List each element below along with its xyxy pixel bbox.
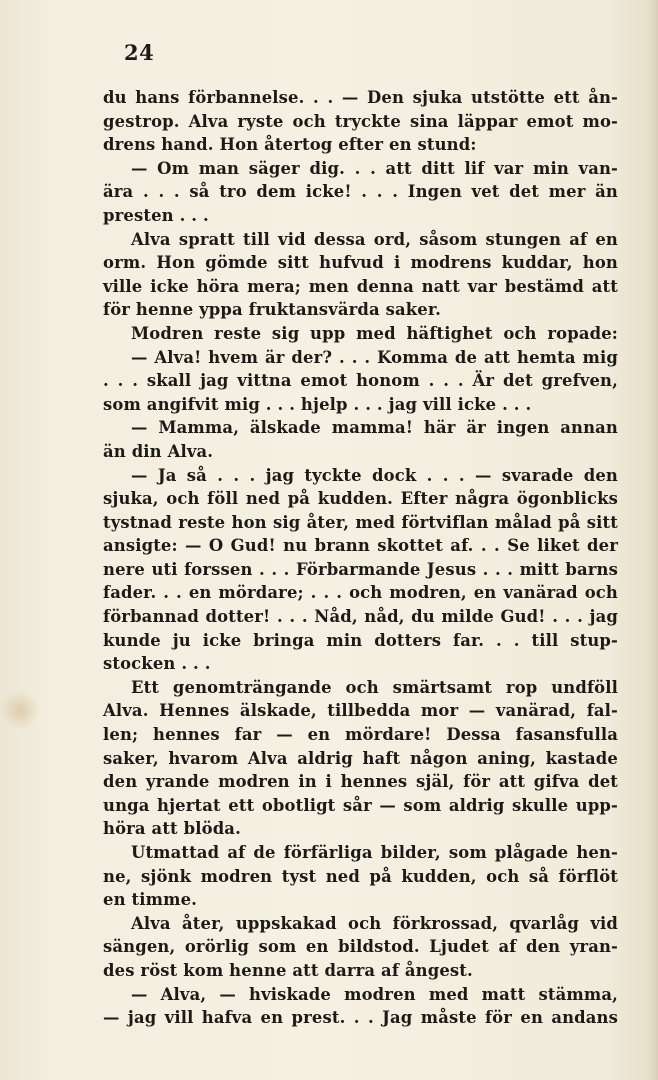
text-line: drens hand. Hon återtog efter en stund:	[103, 135, 477, 155]
text-line: som angifvit mig . . . hjelp . . . jag vill icke . . .	[103, 394, 532, 414]
text-line: ansigte: — O Gud! nu brann skottet af. . . Se liket der	[103, 536, 618, 556]
text-line: — Om man säger dig. . . att ditt lif var min van-	[131, 158, 618, 178]
text-line: saker, hvarom Alva aldrig haft någon aning, kastade	[103, 748, 618, 768]
text-line: len; hennes far — en mördare! Dessa fasansfulla	[103, 725, 618, 745]
text-line: Ett genomträngande och smärtsamt rop undföll	[131, 677, 618, 697]
text-line: des röst kom henne att darra af ångest.	[103, 960, 473, 980]
text-line: en timme.	[103, 890, 198, 910]
text-line: för henne yppa fruktansvärda saker.	[103, 300, 441, 320]
text-line: Utmattad af de förfärliga bilder, som plågade hen-	[131, 843, 618, 862]
text-line: ville icke höra mera; men denna natt var bestämd att	[103, 276, 618, 296]
paper-stain	[0, 690, 40, 730]
text-line: unga hjertat ett obotligt sår — som aldrig skulle upp-	[103, 795, 618, 815]
text-line: ära . . . så tro dem icke! . . . Ingen vet det mer än	[103, 182, 618, 202]
text-line: orm. Hon gömde sitt hufvud i modrens kuddar, hon	[103, 253, 618, 273]
text-line: Modren reste sig upp med häftighet och ropade:	[131, 323, 618, 343]
text-line: — Ja så . . . jag tyckte dock . . . — svarade den	[131, 465, 618, 485]
text-line: — jag vill hafva en prest. . . Jag måste för en andans	[103, 1008, 618, 1028]
text-line: — Alva! hvem är der? . . . Komma de att hemta mig	[131, 347, 618, 367]
text-line: sjuka, och föll ned på kudden. Efter några ögonblicks	[103, 489, 618, 509]
text-line: tystnad reste hon sig åter, med förtviflan målad på sitt	[103, 512, 618, 532]
text-line: Alva. Hennes älskade, tillbedda mor — vanärad, fal-	[103, 701, 618, 721]
text-line: Alva åter, uppskakad och förkrossad, qvarlåg vid	[131, 913, 618, 933]
text-line: du hans förbannelse. . . — Den sjuka utstötte ett ån-	[103, 88, 618, 107]
page-edge-shadow	[648, 0, 658, 1080]
text-line: presten . . .	[103, 205, 209, 225]
text-line: den yrande modren in i hennes själ, för att gifva det	[103, 772, 618, 792]
text-line: fader. . . en mördare; . . . och modren, en vanärad och	[103, 583, 618, 603]
text-line: . . . skall jag vittna emot honom . . . Är det grefven,	[103, 371, 618, 391]
text-line: nere uti forssen . . . Förbarmande Jesus . . . mitt barns	[103, 559, 618, 579]
text-line: förbannad dotter! . . . Nåd, nåd, du milde Gud! . . . jag	[103, 607, 618, 627]
text-line: ne, sjönk modren tyst ned på kudden, och så förflöt	[103, 866, 618, 886]
text-line: sängen, orörlig som en bildstod. Ljudet af den yran-	[103, 937, 618, 957]
text-line: — Mamma, älskade mamma! här är ingen annan	[131, 418, 618, 438]
page-number: 24	[124, 40, 155, 65]
text-line: höra att blöda.	[103, 819, 241, 839]
body-text	[103, 86, 618, 1030]
text-line: än din Alva.	[103, 441, 214, 461]
text-line: kunde ju icke bringa min dotters far. . . till stup-	[103, 630, 618, 650]
text-line: gestrop. Alva ryste och tryckte sina läppar emot mo-	[103, 111, 618, 131]
text-line: — Alva, — hviskade modren med matt stämma,	[131, 984, 618, 1004]
text-line: stocken . . .	[103, 654, 211, 674]
text-line: Alva spratt till vid dessa ord, såsom stungen af en	[131, 229, 618, 249]
